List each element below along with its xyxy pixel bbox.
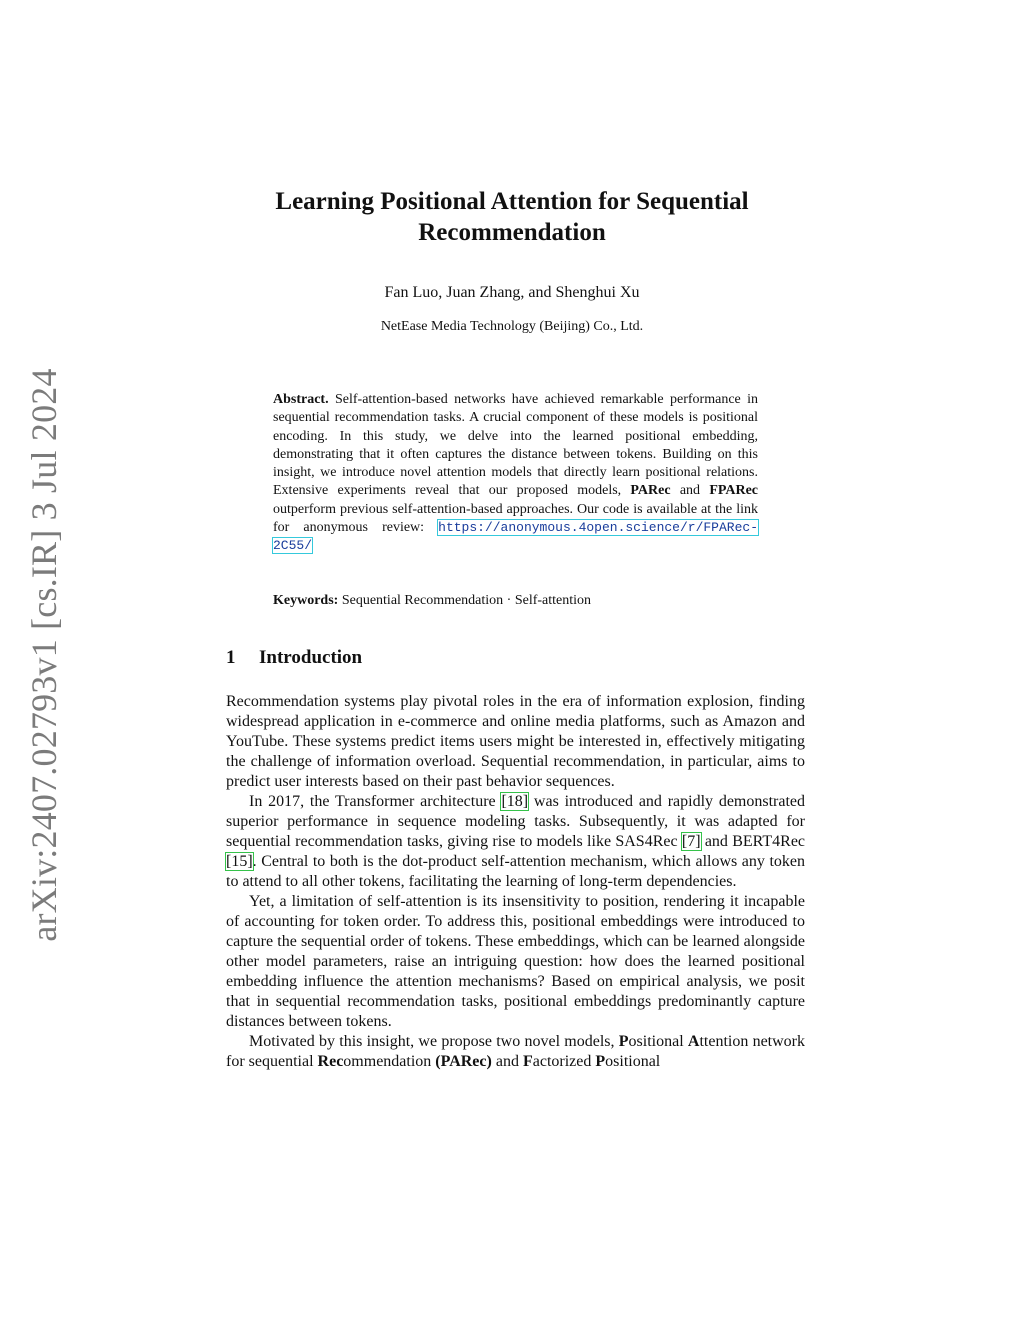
paragraph-2-part-d: . Central to both is the dot-product self-attention mechanism, which allows any token to attend to all other tokens, facilitating the learning of long-term dependencies. bbox=[226, 853, 805, 890]
paragraph-4-ositional: ositional bbox=[628, 1033, 684, 1050]
section-heading-introduction bbox=[226, 647, 362, 669]
acronym-letters-rec: Rec bbox=[317, 1053, 344, 1070]
code-repository-link[interactable]: https://anonymous.4open.science/r/FPARec-2C55/ bbox=[273, 520, 758, 554]
acronym-letter-f: F bbox=[522, 1053, 533, 1070]
section-number: 1 bbox=[226, 647, 236, 668]
paragraph-4-ositional-2: ositional bbox=[605, 1053, 661, 1070]
citation-7[interactable]: [7] bbox=[681, 833, 701, 850]
model-name-parec: PARec bbox=[630, 483, 671, 499]
acronym-letter-p-2: P bbox=[595, 1053, 606, 1070]
introduction-body bbox=[226, 692, 805, 1072]
paragraph-1: Recommendation systems play pivotal roles in the era of information explosion, finding widespread application in e-commerce and online media platforms, such as Amazon and YouTube. These systems predict items users might be interested in, effectively mitigating the challenge of information overload. Sequential recommendation, in particular, aims to predict user interests based on their past behavior sequences. bbox=[226, 693, 805, 790]
paragraph-2 bbox=[226, 792, 805, 892]
paragraph-2-part-a: In 2017, the Transformer architecture bbox=[249, 793, 496, 810]
paragraph-3: Yet, a limitation of self-attention is its insensitivity to position, rendering it incapable of accounting for token order. To address this, positional embeddings were introduced to capture the sequential order of tokens. These embeddings, which can be learned alongside other model parameters, raise an intriguing question: how does the learned positional embedding influence the attention mechanisms? Based on empirical analysis, we posit that in sequential recommendation tasks, positional embeddings predominantly capture distances between tokens. bbox=[226, 893, 805, 1030]
paragraph-4-ttention: ttention network for sequential bbox=[226, 1033, 806, 1070]
affiliation: NetEase Media Technology (Beijing) Co., Ltd. bbox=[380, 319, 644, 334]
acronym-letter-a: A bbox=[687, 1033, 700, 1050]
citation-15[interactable]: [15] bbox=[226, 853, 253, 870]
paragraph-4-part-a: Motivated by this insight, we propose two novel models, bbox=[249, 1033, 615, 1050]
title-line-1: Learning Positional Attention for Sequential bbox=[275, 188, 749, 215]
paragraph-2-part-c: and BERT4Rec bbox=[704, 833, 806, 850]
arxiv-identifier-stamp: arXiv:2407.02793v1 [cs.IR] 3 Jul 2024 bbox=[24, 368, 64, 942]
model-name-fparec: FPARec bbox=[709, 483, 759, 499]
abstract-text-1: Self-attention-based networks have achieved remarkable performance in sequential recommendation tasks. A crucial component of these models is positional encoding. In this study, we delve into the learned positional embedding, demonstrating that it often captures the distance between tokens. Building on this insight, we introduce novel attention models that directly learn positional relations. Extensive experiments reveal that our proposed models, bbox=[273, 392, 758, 499]
title-line-2: Recommendation bbox=[418, 219, 606, 246]
paragraph-4-and: and bbox=[495, 1053, 519, 1070]
keywords-text: Sequential Recommendation · Self-attention bbox=[341, 593, 592, 608]
section-title: Introduction bbox=[259, 647, 363, 668]
paper-title bbox=[0, 186, 1024, 248]
acronym-letter-p: P bbox=[618, 1033, 629, 1050]
paragraph-4 bbox=[226, 1032, 805, 1072]
abstract-label: Abstract. bbox=[273, 392, 329, 407]
author-list: Fan Luo, Juan Zhang, and Shenghui Xu bbox=[384, 284, 640, 301]
paragraph-4-ommendation: ommendation bbox=[343, 1053, 432, 1070]
keywords bbox=[273, 593, 758, 609]
paragraph-2-part-b: was introduced and rapidly demonstrated superior performance in sequence modeling tasks. Subsequently, it was adapted for sequential recommendation tasks, giving rise to models like SAS4Rec bbox=[226, 793, 806, 850]
keywords-label: Keywords: bbox=[273, 593, 339, 608]
abstract bbox=[273, 391, 758, 556]
model-name-parec-body: (PARec) bbox=[435, 1053, 492, 1070]
abstract-text-2: outperform previous self-attention-based approaches. Our code is available at the link for anonymous review: bbox=[273, 501, 758, 536]
abstract-and: and bbox=[679, 483, 701, 499]
citation-18[interactable]: [18] bbox=[501, 793, 529, 810]
paragraph-4-actorized: actorized bbox=[532, 1053, 592, 1070]
